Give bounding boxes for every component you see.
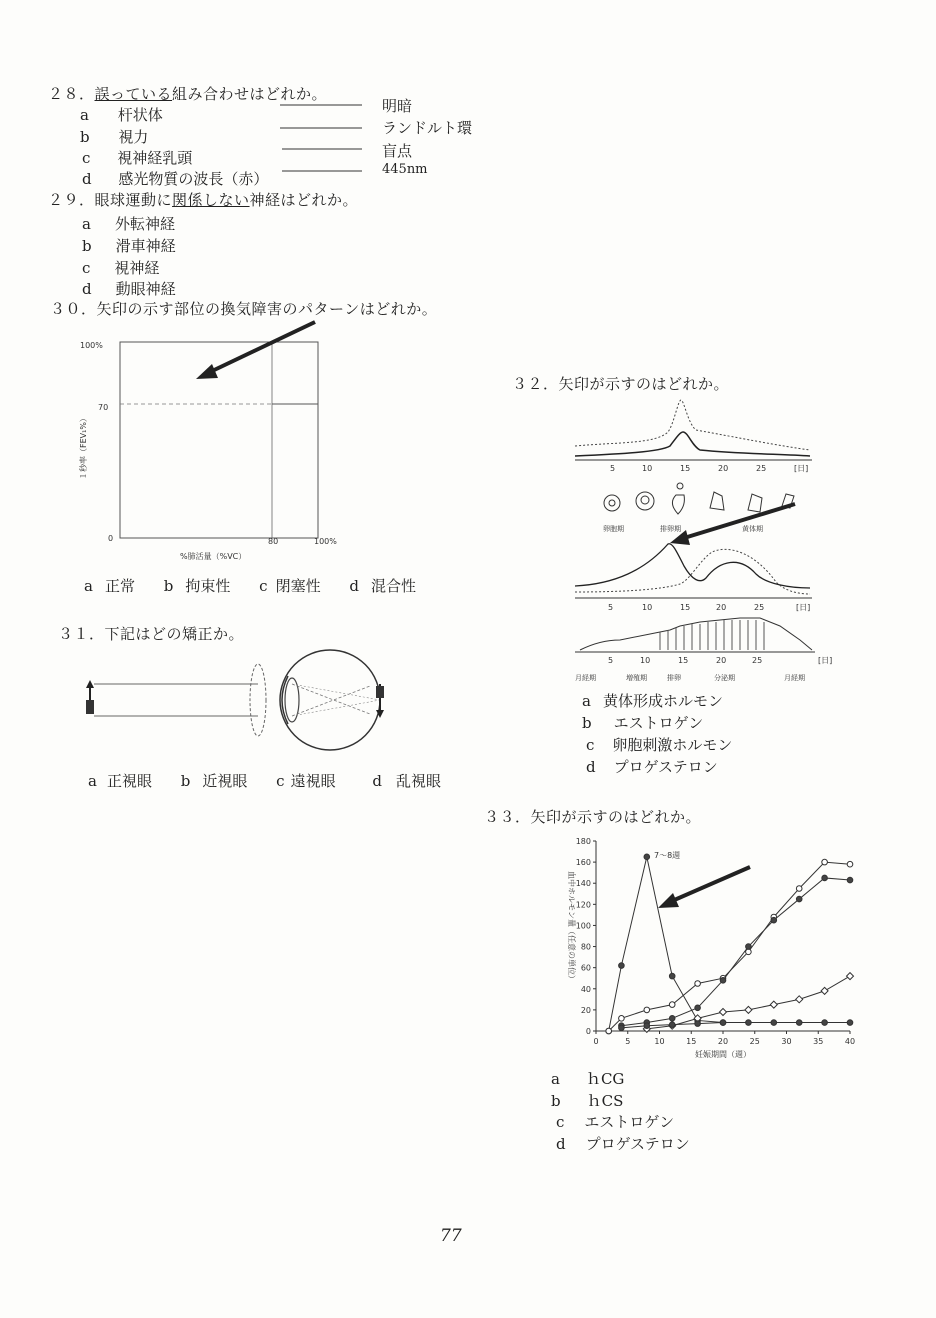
q33-xtick-label: 30 [781, 1037, 792, 1046]
q30-ytick-70: 70 [98, 403, 109, 412]
q33-series-line-flat [621, 1023, 850, 1028]
option-letter: d [349, 577, 359, 595]
q32-p2-tick-20: 20 [716, 603, 727, 612]
q33-point-flat [822, 1020, 828, 1026]
option-letter: d [556, 1135, 566, 1153]
option-text: 正視眼 [106, 772, 152, 790]
q33-ytick-label: 120 [575, 900, 591, 910]
option-text: ｈCG [585, 1070, 625, 1088]
q33-xtick-label: 20 [717, 1037, 729, 1046]
q33-point-slow-diamond [770, 1001, 777, 1008]
q28-underlined: 誤っている [94, 85, 173, 103]
q33-ytick-label: 100 [575, 921, 591, 931]
q31-text: 下記はどの矯正か。 [104, 625, 245, 643]
q33-xtick-label: 25 [749, 1037, 760, 1046]
option-text: 近視眼 [202, 772, 248, 790]
q33-point-rise-open [847, 861, 853, 867]
q33-point-rise-open [606, 1028, 612, 1034]
q33-point-flat [669, 1022, 675, 1028]
q33-ytick-label: 20 [580, 1005, 591, 1015]
q30-ytick-100: 100% [80, 341, 103, 350]
q29-pre: 眼球運動に [94, 191, 173, 209]
q33-xtick-label: 5 [625, 1037, 631, 1046]
q33-xtick-label: 10 [654, 1037, 665, 1046]
q33-axes [576, 837, 855, 1046]
q33-point-rise-filled [771, 917, 777, 923]
q28-right-b: ランドルト環 [382, 119, 473, 137]
q33-xtick-label: 0 [593, 1037, 599, 1046]
option-letter: c [82, 149, 91, 167]
q33-point-rise-filled [720, 978, 726, 984]
q33-point-slow-diamond [796, 996, 803, 1003]
option-letter: b [80, 128, 90, 146]
option-text: 正常 [104, 577, 135, 595]
q30-number: ３０． [50, 300, 97, 318]
option-letter: a [84, 577, 93, 595]
q33-option-c [556, 1111, 674, 1132]
option-text: 拘束性 [185, 577, 231, 595]
q29-post: 神経はどれか。 [249, 191, 359, 209]
q29-number: ２９． [48, 191, 95, 209]
q33-series-line-peak [609, 857, 723, 1031]
q32-cycle-menses2: 月経期 [784, 674, 805, 682]
q32-cycle-menses1: 月経期 [575, 674, 596, 682]
option-letter: b [163, 577, 174, 595]
q33-xtick-label: 15 [686, 1037, 697, 1046]
option-letter: c [586, 736, 595, 754]
q32-cycle-proliferative: 増殖期 [626, 674, 647, 682]
q33-option-d [556, 1133, 690, 1154]
q33-point-rise-filled [847, 877, 853, 883]
option-letter: b [582, 714, 592, 732]
option-left: 感光物質の波長（赤） [118, 170, 269, 188]
q32-cycle-secretory: 分泌期 [714, 674, 735, 682]
q32-number: ３２． [512, 375, 559, 393]
q33-ytick-label: 40 [580, 984, 591, 994]
q33-point-rise-open [644, 1007, 650, 1013]
q32-p2-tick-15: 15 [680, 603, 691, 612]
q32-p2-day: [日] [796, 603, 811, 612]
option-letter: d [82, 280, 92, 298]
option-text: 外転神経 [114, 215, 175, 233]
q33-point-flat [695, 1021, 701, 1027]
q30-text: 矢印の示す部位の換気障害のパターンはどれか。 [96, 300, 438, 318]
q33-point-rise-open [695, 981, 701, 987]
q33-point-rise-filled [695, 1005, 701, 1011]
option-letter: c [82, 259, 91, 277]
q32-p1-day: [日] [794, 464, 809, 473]
q32-p2-tick-5: 5 [608, 603, 614, 612]
q32-p1-tick-5: 5 [610, 464, 616, 473]
q32-p3-tick-10: 10 [640, 656, 651, 665]
q30-xtick-80: 80 [268, 537, 279, 546]
option-letter: a [551, 1070, 560, 1088]
q32-p3-tick-15: 15 [678, 656, 689, 665]
q32-p1-tick-20: 20 [718, 464, 729, 473]
q32-p3-tick-5: 5 [608, 656, 614, 665]
q33-option-a [551, 1068, 624, 1089]
q28-right-a: 明暗 [382, 97, 413, 115]
q28-rest: 組み合わせはどれか。 [172, 85, 328, 103]
option-letter: c [556, 1113, 565, 1131]
q33-point-rise-filled [746, 944, 752, 950]
q31-number: ３１． [58, 625, 105, 643]
option-text: 閉塞性 [275, 577, 321, 595]
option-letter: a [80, 106, 89, 124]
option-left: 視神経乳頭 [117, 149, 193, 167]
q32-p2-tick-25: 25 [754, 603, 765, 612]
option-letter: a [88, 772, 97, 790]
option-text: プロゲステロン [585, 1135, 690, 1153]
q33-number: ３３． [484, 808, 531, 826]
option-letter: b [82, 237, 92, 255]
q33-annotation: 7～8週 [654, 851, 681, 860]
option-text: プロゲステロン [613, 758, 718, 776]
q33-ytick-label: 180 [575, 837, 591, 846]
option-left: 視力 [118, 128, 149, 146]
q32-phase-luteal: 黄体期 [742, 525, 763, 533]
q32-p1-tick-15: 15 [680, 464, 691, 473]
q33-point-slow-diamond [821, 987, 828, 994]
option-text: エストロゲン [613, 714, 704, 732]
page-number: 77 [440, 1226, 462, 1246]
q32-p1-tick-25: 25 [756, 464, 767, 473]
q33-point-peak [669, 973, 675, 979]
q29-underlined: 関係しない [172, 191, 250, 209]
q33-point-slow-diamond [720, 1009, 727, 1016]
q28-right-c: 盲点 [382, 142, 413, 160]
q33-ytick-label: 0 [585, 1027, 591, 1036]
option-letter: a [82, 215, 91, 233]
q32-p2-tick-10: 10 [642, 603, 653, 612]
option-text: 動眼神経 [115, 280, 176, 298]
q33-ytick-label: 60 [580, 963, 591, 973]
q28-number: ２８． [48, 85, 95, 103]
q33-ylabel: 血中ホルモン量（任意の単位） [567, 871, 576, 983]
q32-p1-tick-10: 10 [642, 464, 653, 473]
q33-xlabel: 妊娠期間（週） [695, 1050, 751, 1059]
q33-arrow [658, 867, 750, 908]
option-text: 乱視眼 [395, 772, 441, 790]
q33-ytick-label: 80 [580, 942, 591, 952]
q33-point-rise-filled [796, 896, 802, 902]
option-letter: a [582, 692, 591, 710]
q33-point-flat [796, 1020, 802, 1026]
q32-p3-day: [日] [818, 656, 833, 665]
q33-point-flat [771, 1020, 777, 1026]
q33-xtick-label: 40 [844, 1037, 856, 1046]
q32-text: 矢印が示すのはどれか。 [558, 375, 730, 393]
q33-point-flat [746, 1020, 752, 1026]
q33-point-peak [644, 854, 650, 860]
q32-phase-follicular: 卵胞期 [603, 525, 624, 533]
q33-point-rise-filled [669, 1016, 675, 1022]
option-text: エストロゲン [584, 1113, 675, 1131]
q33-point-flat [720, 1020, 726, 1026]
q33-point-rise-filled [822, 875, 828, 881]
q33-point-flat [619, 1025, 625, 1031]
q32-p3-tick-20: 20 [716, 656, 727, 665]
q30-ylabel: １秒率（FEV₁%） [79, 414, 88, 480]
q33-xtick-label: 35 [813, 1037, 824, 1046]
q33-point-slow-diamond [745, 1006, 752, 1013]
q33-point-rise-open [619, 1016, 625, 1022]
q28-right-d: 445nm [382, 162, 428, 177]
q33-point-peak [619, 963, 625, 969]
option-text: 混合性 [370, 577, 416, 595]
q30-xlabel: %肺活量（%VC） [180, 552, 247, 561]
q32-cycle-ovulation: 排卵 [667, 674, 681, 682]
option-text: 卵胞刺激ホルモン [612, 736, 733, 754]
q33-text: 矢印が示すのはどれか。 [530, 808, 702, 826]
option-letter: b [551, 1092, 561, 1110]
q32-phase-ovulatory: 排卵期 [660, 525, 681, 533]
q33-point-rise-open [669, 1002, 675, 1008]
q33-option-b [551, 1090, 623, 1111]
option-letter: b [180, 772, 191, 790]
option-letter: c [276, 772, 285, 790]
q33-ytick-label: 140 [575, 879, 591, 889]
option-text: 遠視眼 [290, 772, 336, 790]
q30-xtick-100: 100% [314, 537, 337, 546]
option-text: 黄体形成ホルモン [602, 692, 723, 710]
option-text: ｈCS [586, 1092, 624, 1110]
option-left: 杆状体 [117, 106, 163, 124]
option-letter: c [259, 577, 268, 595]
q30-ytick-0: 0 [108, 534, 114, 543]
q33-point-rise-open [822, 859, 828, 865]
option-letter: d [372, 772, 382, 790]
q32-p3-tick-25: 25 [752, 656, 763, 665]
q33-ytick-label: 160 [575, 858, 591, 868]
option-letter: d [586, 758, 596, 776]
option-text: 滑車神経 [115, 237, 176, 255]
option-text: 視神経 [114, 259, 160, 277]
q33-series [606, 854, 854, 1034]
q33-point-rise-open [796, 886, 802, 892]
option-letter: d [82, 170, 92, 188]
q33-point-slow-diamond [847, 973, 854, 980]
q33-point-flat [847, 1020, 853, 1026]
q33-point-flat [644, 1023, 650, 1029]
